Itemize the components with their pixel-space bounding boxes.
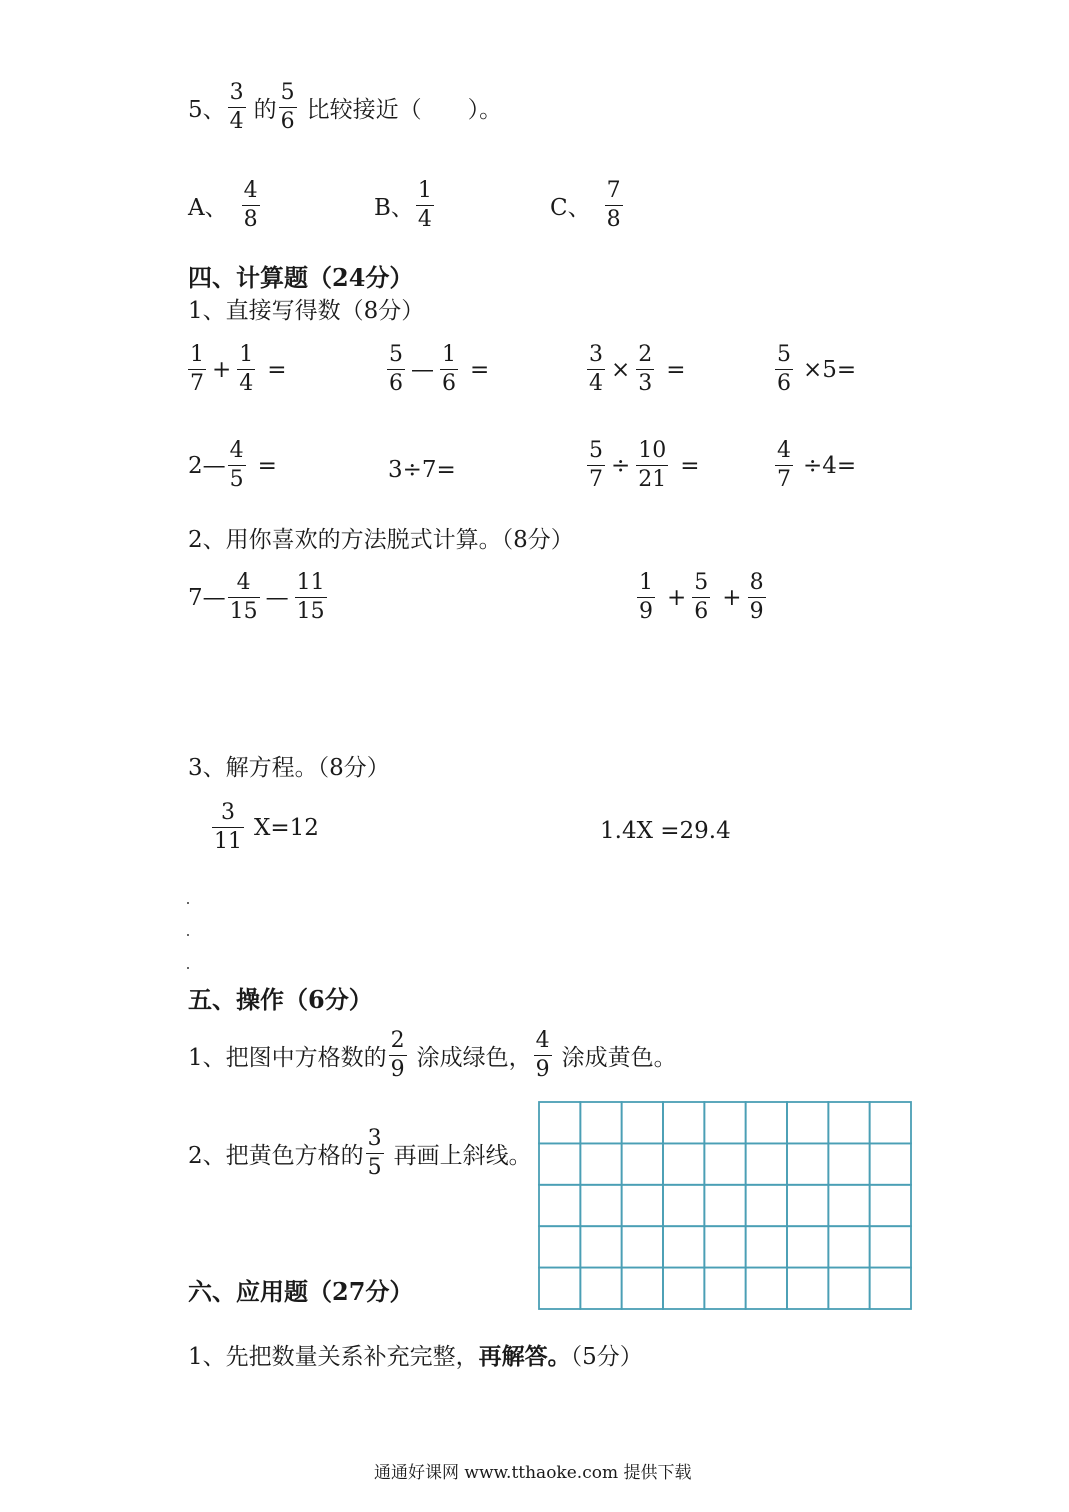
sub-question-3: 3、解方程。（8分） (188, 755, 390, 781)
grid-cell[interactable] (787, 1268, 828, 1309)
section-6-title: 六、应用题（27分） (188, 1277, 414, 1306)
operation-item-2: 2、把黄色方格的 $\frac{3}{5}$ 再画上斜线。 (188, 1126, 532, 1180)
option-label: B、 (374, 195, 414, 221)
grid-cell[interactable] (580, 1143, 621, 1184)
grid-cell[interactable] (622, 1185, 663, 1226)
grid-cell[interactable] (539, 1185, 580, 1226)
grid-cell[interactable] (746, 1268, 787, 1309)
expr-r2-2: 3÷7= (388, 457, 456, 483)
grid-cell[interactable] (787, 1143, 828, 1184)
sub-question-1: 1、直接写得数（8分） (188, 298, 425, 324)
grid-cell[interactable] (828, 1102, 869, 1143)
grid-cell[interactable] (622, 1268, 663, 1309)
grid-cell[interactable] (580, 1185, 621, 1226)
expr-r1-2: $\frac{5}{6}$ — $\frac{1}{6}$ = (389, 342, 490, 396)
grid-cell[interactable] (704, 1102, 745, 1143)
grid-cell[interactable] (622, 1226, 663, 1267)
fraction: $\frac{3}{4}$ (229, 80, 244, 134)
grid-cell[interactable] (870, 1268, 911, 1309)
option-a[interactable] (188, 180, 262, 231)
grid-cell[interactable] (746, 1143, 787, 1184)
grid-cell[interactable] (580, 1102, 621, 1143)
fraction: $\frac{5}{6}$ (280, 80, 295, 134)
grid-cell[interactable] (787, 1226, 828, 1267)
grid-cell[interactable] (580, 1268, 621, 1309)
question-5 (188, 82, 502, 133)
sub-question-2: 2、用你喜欢的方法脱式计算。（8分） (188, 527, 574, 553)
expr-r2-3: $\frac{5}{7}$ ÷ $\frac{10}{21}$ = (589, 438, 700, 492)
grid-cell[interactable] (663, 1143, 704, 1184)
grid-cell[interactable] (622, 1102, 663, 1143)
equation-2: 1.4X =29.4 (600, 818, 731, 844)
grid-cell[interactable] (663, 1226, 704, 1267)
option-b[interactable] (374, 180, 436, 231)
fraction: $\frac{7}{8}$ (606, 178, 621, 232)
margin-dot (187, 902, 189, 904)
grid-cell[interactable] (787, 1185, 828, 1226)
grid-cell[interactable] (828, 1143, 869, 1184)
grid-cell[interactable] (704, 1185, 745, 1226)
grid-cell[interactable] (539, 1143, 580, 1184)
grid-cell[interactable] (828, 1268, 869, 1309)
grid-cell[interactable] (539, 1268, 580, 1309)
grid-cell[interactable] (828, 1185, 869, 1226)
grid-cell[interactable] (746, 1102, 787, 1143)
grid-cell[interactable] (663, 1102, 704, 1143)
expr-r2-4: $\frac{4}{7}$ ÷4= (777, 438, 857, 492)
grid-cell[interactable] (539, 1102, 580, 1143)
grid-cell[interactable] (746, 1185, 787, 1226)
q5-text: 比较接近（ ）。 (306, 97, 503, 123)
application-question-1: 1、先把数量关系补充完整，再解答。（5分） (188, 1343, 643, 1370)
grid-cell[interactable] (539, 1226, 580, 1267)
section-5-title: 五、操作（6分） (188, 985, 373, 1014)
expr-r1-1: $\frac{1}{7}$ + $\frac{1}{4}$ = (190, 342, 287, 396)
option-c[interactable] (550, 180, 625, 231)
expr-r2-1: 2— $\frac{4}{5}$ = (188, 438, 277, 492)
expr-r1-3: $\frac{3}{4}$ × $\frac{2}{3}$ = (589, 342, 686, 396)
operation-item-1: 1、把图中方格数的 $\frac{2}{9}$ 涂成绿色， $\frac{4}{9}$ 涂成黄色。 (188, 1028, 677, 1082)
q5-number: 5、 (188, 97, 226, 123)
grid-cell[interactable] (622, 1143, 663, 1184)
grid-cell[interactable] (870, 1102, 911, 1143)
grid-cell[interactable] (580, 1226, 621, 1267)
margin-dot (187, 934, 189, 936)
equation-1: $\frac{3}{11}$ X=12 (214, 800, 319, 854)
fraction: $\frac{1}{4}$ (417, 178, 432, 232)
grid-cell[interactable] (870, 1185, 911, 1226)
grid-cell[interactable] (828, 1226, 869, 1267)
footer-text: 通通好课网 www.tthaoke.com 提供下载 (374, 1463, 692, 1483)
grid-cell[interactable] (663, 1185, 704, 1226)
q5-text: 的 (253, 97, 277, 123)
section-4-title: 四、计算题（24分） (188, 263, 414, 292)
square-grid[interactable] (537, 1100, 913, 1311)
margin-dot (187, 967, 189, 969)
expr-r1-4: $\frac{5}{6}$ ×5= (777, 342, 857, 396)
option-label: A、 (188, 195, 228, 221)
option-label: C、 (550, 195, 591, 221)
grid-cell[interactable] (704, 1268, 745, 1309)
grid-cell[interactable] (746, 1226, 787, 1267)
grid-cell[interactable] (870, 1226, 911, 1267)
fraction: $\frac{4}{8}$ (243, 178, 258, 232)
grid-cell[interactable] (663, 1268, 704, 1309)
grid-cell[interactable] (704, 1143, 745, 1184)
calc-1: 7— $\frac{4}{15}$ — $\frac{11}{15}$ (188, 570, 325, 624)
calc-2: $\frac{1}{9}$ + $\frac{5}{6}$ + $\frac{8}{9}$ (639, 570, 764, 624)
grid-cell[interactable] (870, 1143, 911, 1184)
grid-cell[interactable] (704, 1226, 745, 1267)
grid-cell[interactable] (787, 1102, 828, 1143)
